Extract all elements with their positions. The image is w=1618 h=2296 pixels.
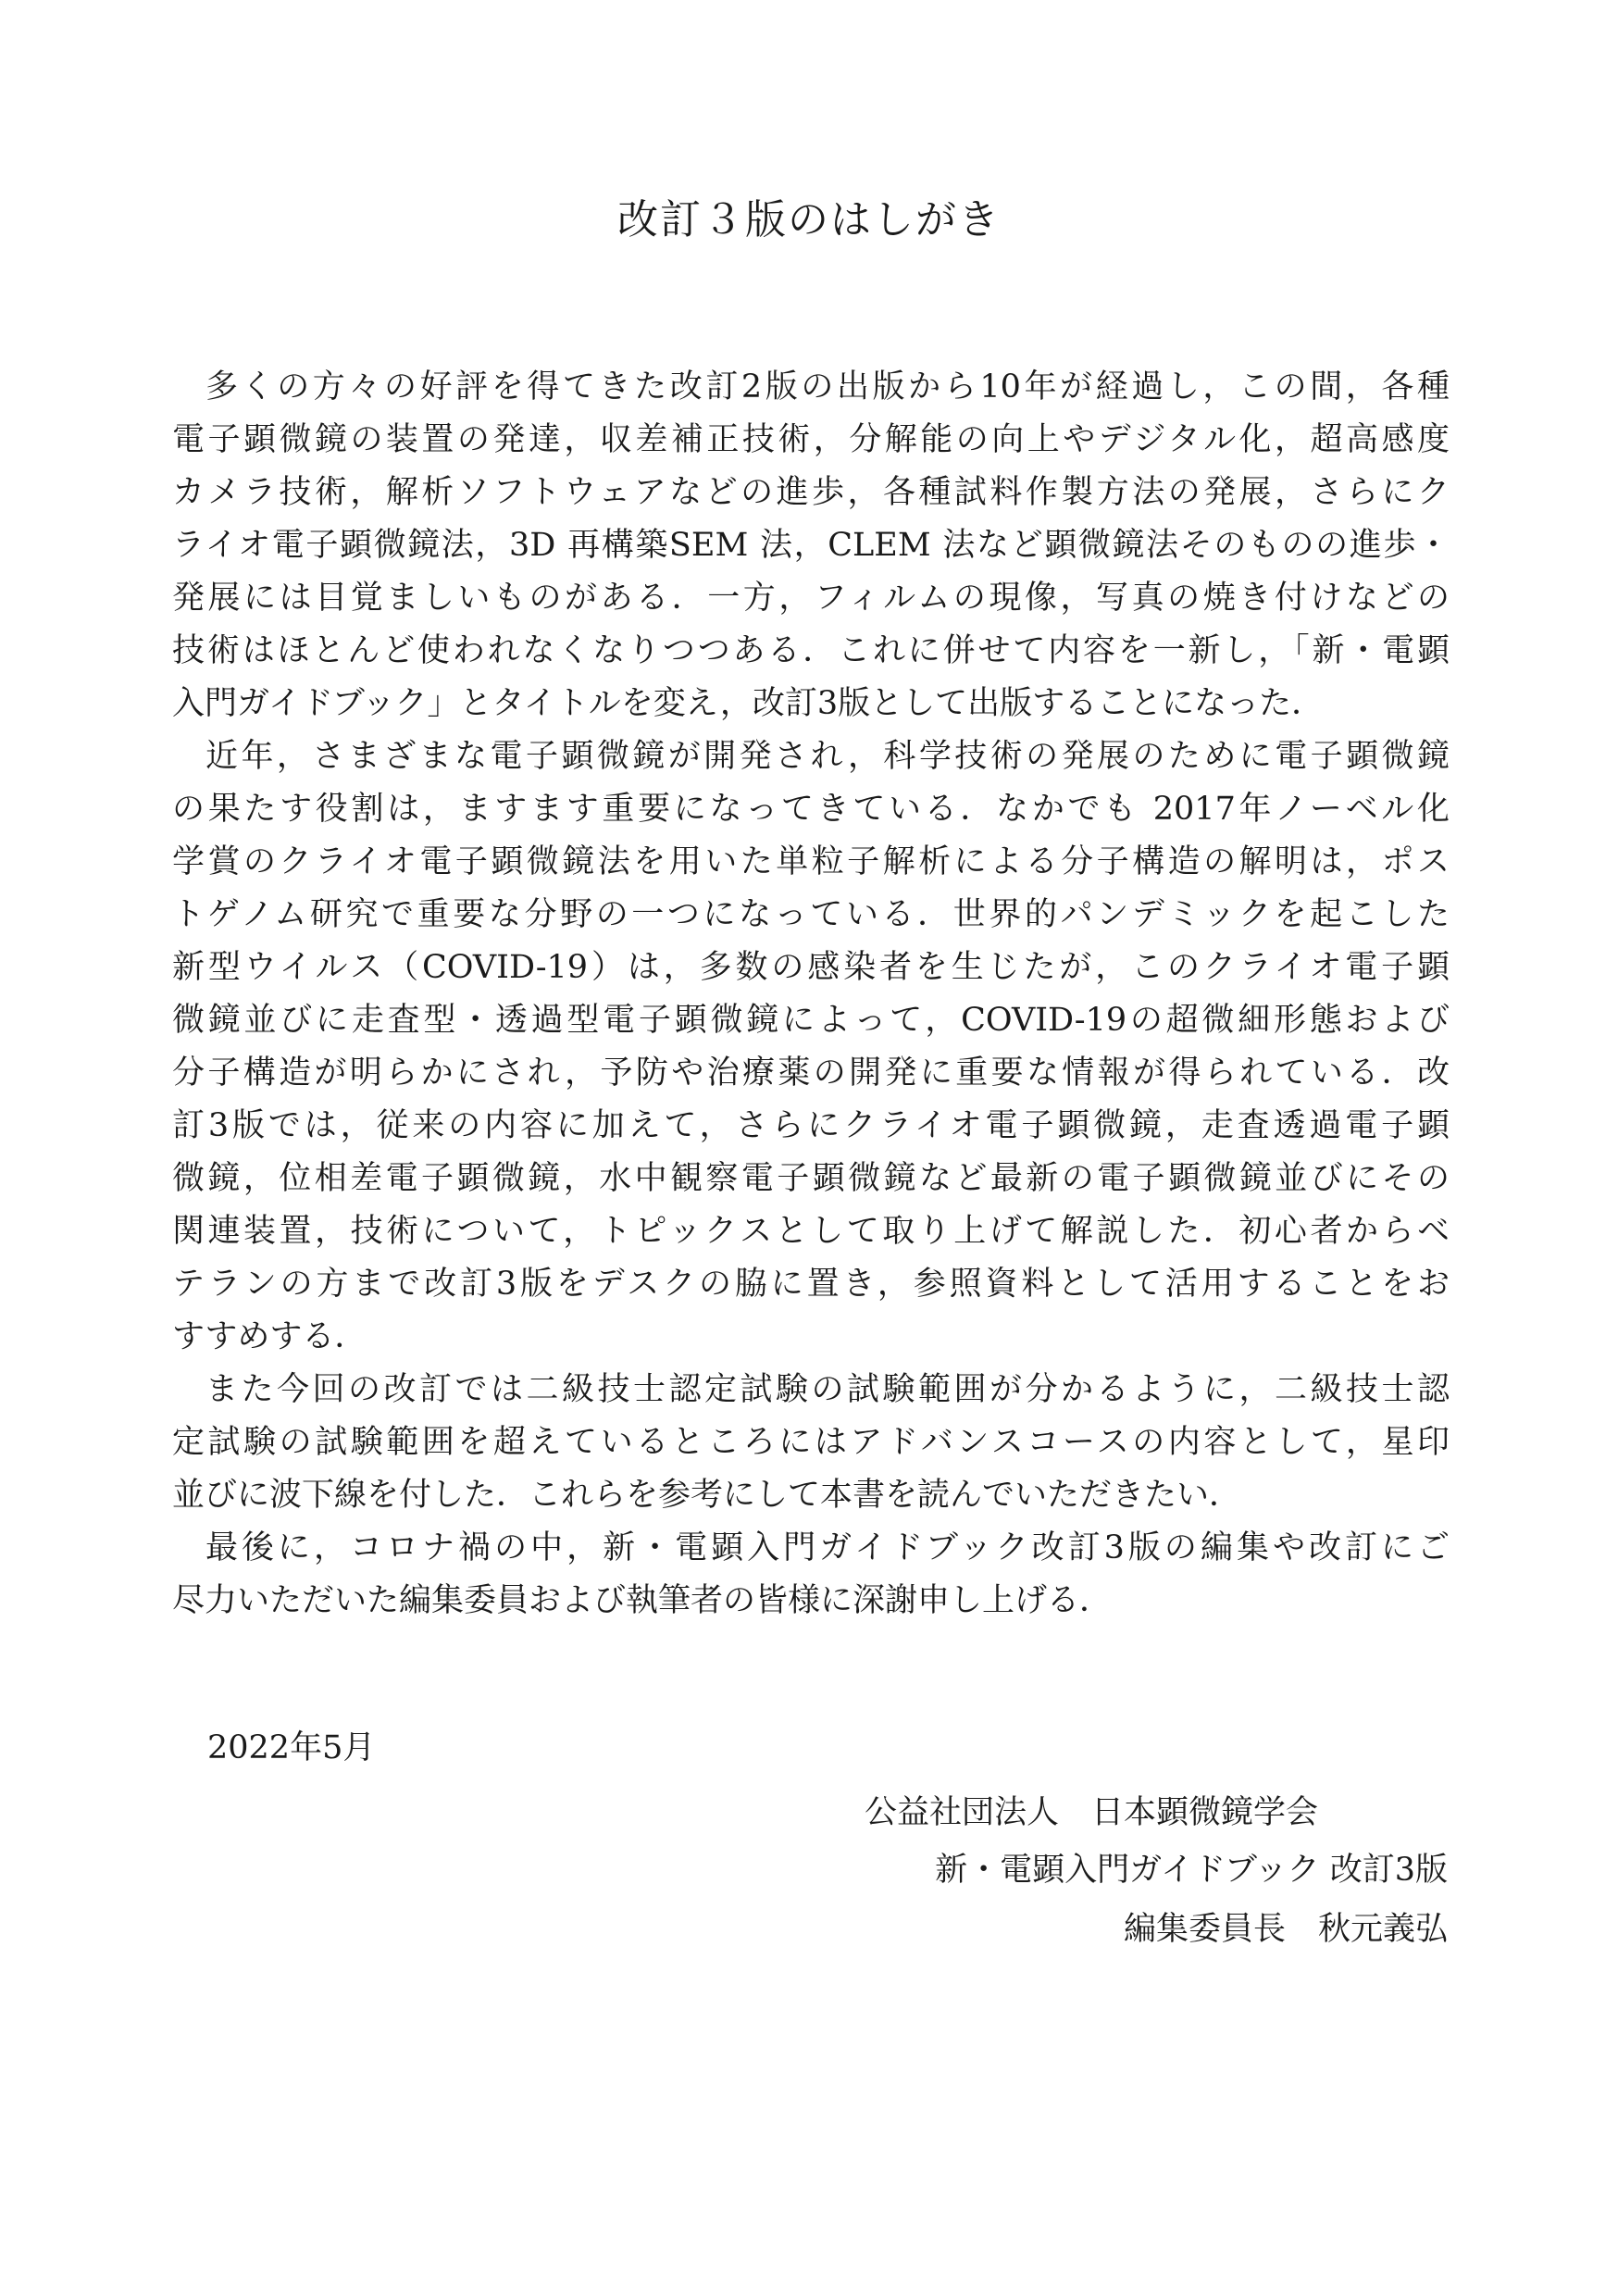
paragraph-1-line-4: ライオ電子顕微鏡法，3D 再構築SEM 法，CLEM 法など顕微鏡法そのものの進歩・ bbox=[172, 527, 1450, 564]
paragraph-3-line-1: また今回の改訂では二級技士認定試験の試験範囲が分かるように，二級技士認 bbox=[205, 1371, 1450, 1408]
paragraph-1-line-3: カメラ技術，解析ソフトウェアなどの進歩，各種試料作製方法の発展，さらにク bbox=[172, 474, 1450, 511]
page-title: 改訂３版のはしがき bbox=[617, 196, 1001, 243]
paragraph-2-line-11: テランの方まで改訂3版をデスクの脇に置き，参照資料として活用することをお bbox=[172, 1266, 1450, 1303]
paragraph-1-line-2: 電子顕微鏡の装置の発達，収差補正技術，分解能の向上やデジタル化，超高感度 bbox=[172, 421, 1450, 458]
paragraph-2-line-12: すすめする． bbox=[172, 1318, 367, 1355]
paragraph-3-line-3: 並びに波下線を付した．これらを参考にして本書を読んでいただきたい． bbox=[172, 1477, 1242, 1514]
paragraph-2-line-3: 学賞のクライオ電子顕微鏡法を用いた単粒子解析による分子構造の解明は，ポス bbox=[172, 843, 1450, 880]
paragraph-2-line-10: 関連装置，技術について，トピックスとして取り上げて解説した．初心者からベ bbox=[172, 1213, 1450, 1250]
publication-date: 2022年5月 bbox=[207, 1729, 376, 1766]
signature-organization: 公益社団法人 日本顕微鏡学会 bbox=[865, 1794, 1319, 1831]
paragraph-2-line-7: 分子構造が明らかにされ，予防や治療薬の開発に重要な情報が得られている．改 bbox=[172, 1054, 1450, 1092]
paragraph-4-line-2: 尽力いただいた編集委員および執筆者の皆様に深謝申し上げる． bbox=[172, 1582, 1113, 1619]
preface-body bbox=[172, 361, 1450, 1628]
paragraph-2-line-1: 近年，さまざまな電子顕微鏡が開発され，科学技術の発展のために電子顕微鏡 bbox=[205, 738, 1450, 775]
paragraph-2-line-6: 微鏡並びに走査型・透過型電子顕微鏡によって，COVID-19の超微細形態および bbox=[172, 1002, 1450, 1039]
signature-editor: 編集委員長 秋元義弘 bbox=[1123, 1911, 1448, 1948]
paragraph-3-line-2: 定試験の試験範囲を超えているところにはアドバンスコースの内容として，星印 bbox=[172, 1424, 1450, 1461]
paragraph-2-line-5: 新型ウイルス（COVID-19）は，多数の感染者を生じたが，このクライオ電子顕 bbox=[172, 949, 1450, 986]
paragraph-2-line-8: 訂3版では，従来の内容に加えて，さらにクライオ電子顕微鏡，走査透過電子顕 bbox=[172, 1107, 1450, 1144]
paragraph-1-line-5: 発展には目覚ましいものがある．一方，フィルムの現像，写真の焼き付けなどの bbox=[172, 580, 1450, 617]
paragraph-2-line-9: 微鏡，位相差電子顕微鏡，水中観察電子顕微鏡など最新の電子顕微鏡並びにその bbox=[172, 1160, 1450, 1197]
signature-book-title: 新・電顕入門ガイドブック 改訂3版 bbox=[935, 1852, 1448, 1889]
paragraph-1-line-7: 入門ガイドブック」とタイトルを変え，改訂3版として出版することになった． bbox=[172, 685, 1325, 722]
paragraph-2-line-2: の果たす役割は，ますます重要になってきている．なかでも 2017年ノーベル化 bbox=[172, 791, 1450, 828]
paragraph-1-line-1: 多くの方々の好評を得てきた改訂2版の出版から10年が経過し，この間，各種 bbox=[205, 368, 1450, 406]
paragraph-4-line-1: 最後に，コロナ禍の中，新・電顕入門ガイドブック改訂3版の編集や改訂にご bbox=[205, 1529, 1450, 1566]
paragraph-2-line-4: トゲノム研究で重要な分野の一つになっている．世界的パンデミックを起こした bbox=[172, 896, 1450, 933]
paragraph-1-line-6: 技術はほとんど使われなくなりつつある．これに併せて内容を一新し，「新・電顕 bbox=[172, 632, 1450, 669]
